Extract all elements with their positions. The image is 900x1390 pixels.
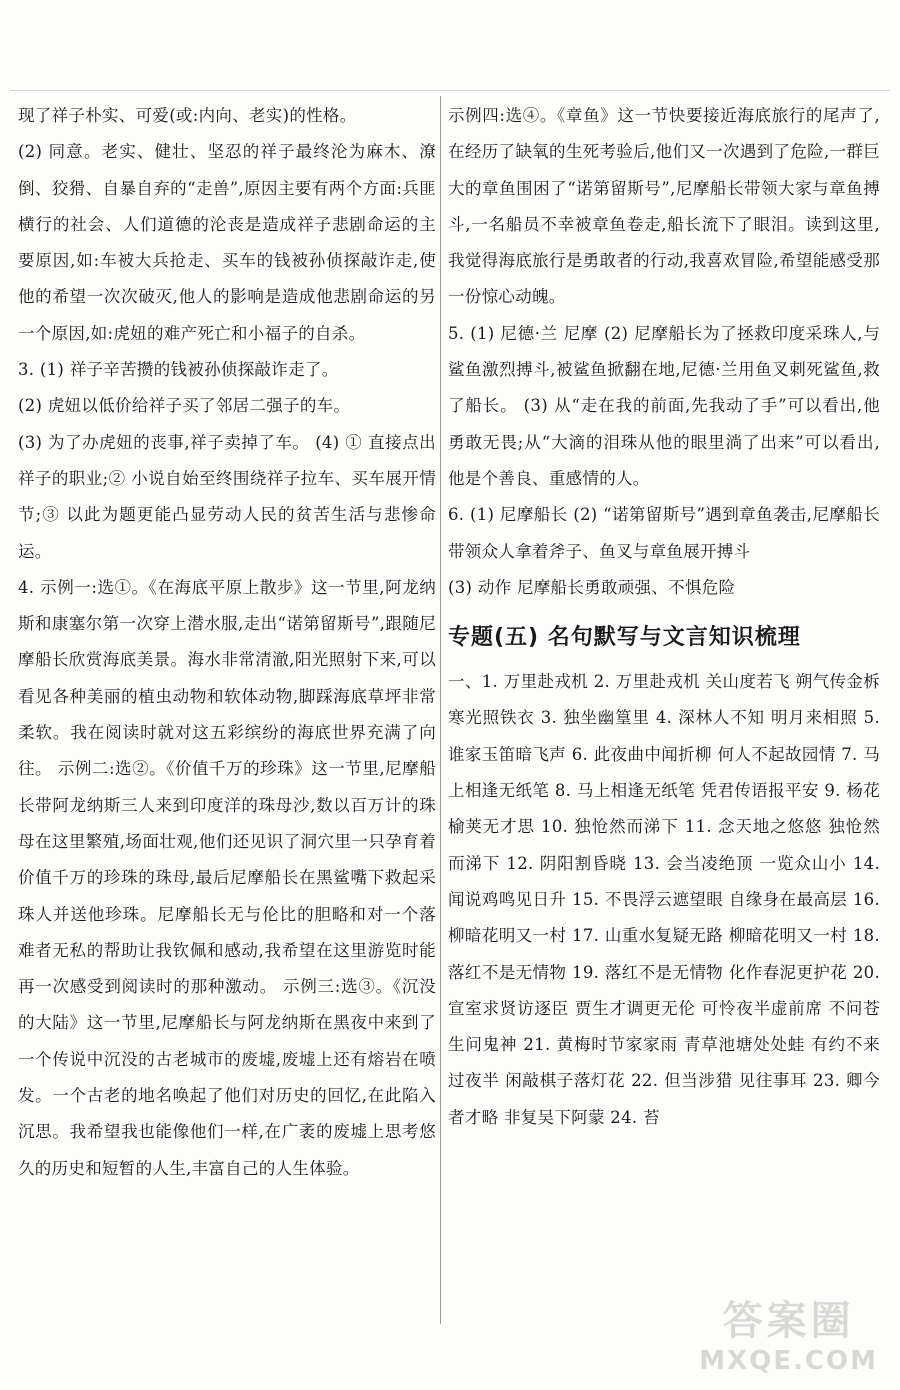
paragraph: (3) 为了办虎妞的丧事,祥子卖掉了车。 (4) ① 直接点出祥子的职业;② 小说自始至终围绕祥子拉车、买车展开情节;③ 以此为题更能凸显劳动人民的贫苦生活与悲惨命运。 (18, 432, 436, 561)
watermark-logo (699, 1289, 878, 1376)
watermark-cn: 答案圈 (722, 1298, 855, 1344)
paragraph: 5. (1) 尼德·兰 尼摩 (2) 尼摩船长为了拯救印度采珠人,与鲨鱼激烈搏斗,被鲨鱼掀翻在地,尼德·兰用鱼叉刺死鲨鱼,救了船长。 (3) 从“走在我的前面,先我动了手”可以看出,他勇敢无畏;从“大滴的泪珠从他的眼里淌了出来”可以看出,他是个善良、重感情的人。 (448, 323, 880, 488)
watermark-en: MXQE.COM (699, 1346, 878, 1376)
paragraph: 现了祥子朴实、可爱(或:内向、老实)的性格。 (18, 106, 357, 125)
section-title: 专题(五) 名句默写与文言知识梳理 (448, 625, 801, 651)
paragraph: 6. (1) 尼摩船长 (2) “诺第留斯号”遇到章鱼袭击,尼摩船长带领众人拿着斧子、鱼叉与章鱼展开搏斗 (448, 505, 880, 561)
paragraph: 示例四:选④。《章鱼》这一节快要接近海底旅行的尾声了,在经历了缺氧的生死考验后,他们又一次遇到了危险,一群巨大的章鱼围困了“诺第留斯号”,尼摩船长带领大家与章鱼搏斗,一名船员不幸被章鱼卷走,船长流下了眼泪。读到这里,我觉得海底旅行是勇敢者的行动,我喜欢冒险,希望能感受那一份惊心动魄。 (448, 106, 880, 307)
paragraph: 4. 示例一:选①。《在海底平原上散步》这一节里,阿龙纳斯和康塞尔第一次穿上潜水服,走出“诺第留斯号”,跟随尼摩船长欣赏海底美景。海水非常清澈,阳光照射下来,可以看见各种美丽的植虫动物和软体动物,脚踩海底草坪非常柔软。我在阅读时就对这五彩缤纷的海底世界充满了向往。 示例二:选②。《价值千万的珍珠》这一节里,尼摩船长带阿龙纳斯三人来到印度洋的珠母沙,数以百万计的珠母在这里繁殖,场面壮观,他们还见识了洞穴里一只孕育着价值千万的珍珠的珠母,最后尼摩船长在黑鲨嘴下救起采珠人并送他珍珠。尼摩船长无与伦比的胆略和对一个落难者无私的帮助让我钦佩和感动,我希望在这里游览时能再一次感受到阅读时的那种激动。 示例三:选③。《沉没的大陆》这一节里,尼摩船长与阿龙纳斯在黑夜中来到了一个传说中沉没的古老城市的废墟,废墟上还有熔岩在喷发。一个古老的地名唤起了他们对历史的回忆,在此陷入沉思。我希望我也能像他们一样,在广袤的废墟上思考悠久的历史和短暂的人生,丰富自己的人生体验。 (18, 577, 436, 1178)
right-column (448, 98, 886, 1136)
paragraph: (3) 动作 尼摩船长勇敢顽强、不惧危险 (448, 577, 736, 597)
section-body: 一、1. 万里赴戎机 2. 万里赴戎机 关山度若飞 朔气传金柝 寒光照铁衣 3. 独坐幽篁里 4. 深林人不知 明月来相照 5. 谁家玉笛暗飞声 6. 此夜曲中闻折柳 何人不起故园情 7. 马上相逢无纸笔 8. 马上相逢无纸笔 凭君传语报平安 9. 杨花榆荚无才思 10. 独怆然而涕下 11. 念天地之悠悠 独怆然而涕下 12. 阴阳割昏晓 13. 会当凌绝顶 一览众山小 14. 闻说鸡鸣见日升 15. 不畏浮云遮望眼 自缘身在最高层 16. 柳暗花明又一村 17. 山重水复疑无路 柳暗花明又一村 18. 落红不是无情物 19. 落红不是无情物 化作春泥更护花 20. 宣室求贤访逐臣 贾生才调更无伦 可怜夜半虚前席 不问苍生问鬼神 21. 黄梅时节家家雨 青草池塘处处蛙 有约不来过夜半 闲敲棋子落灯花 22. 但当涉猎 见往事耳 23. 卿今者才略 非复吴下阿蒙 24. 苔 (448, 672, 886, 1127)
paragraph: (2) 虎妞以低价给祥子买了邻居二强子的车。 (18, 396, 351, 416)
top-rule (10, 90, 890, 91)
paragraph: (2) 同意。老实、健壮、坚忍的祥子最终沦为麻木、潦倒、狡猾、自暴自弃的“走兽”,原因主要有两个方面:兵匪横行的社会、人们道德的沦丧是造成祥子悲剧命运的主要原因,如:车被大兵抢走、买车的钱被孙侦探敲诈走,使他的希望一次次破灭,他人的影响是造成他悲剧命运的另一个原因,如:虎妞的难产死亡和小福子的自杀。 (18, 142, 436, 343)
paragraph: 3. (1) 祥子辛苦攒的钱被孙侦探敲诈走了。 (18, 360, 339, 380)
left-column (18, 98, 436, 1187)
column-divider (440, 96, 441, 1324)
